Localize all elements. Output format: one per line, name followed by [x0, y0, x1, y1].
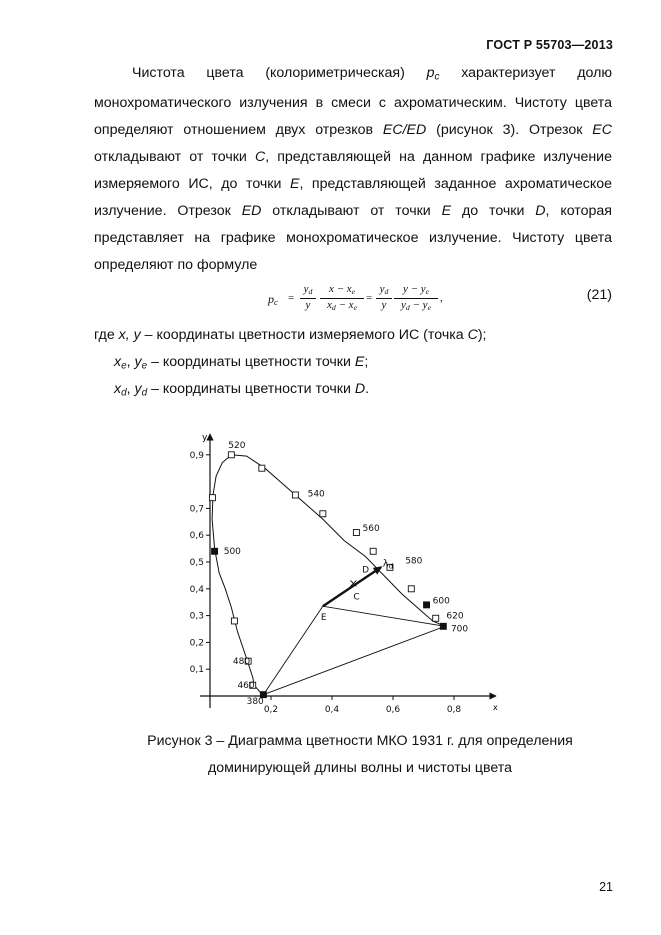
- wavelength-marker: [292, 492, 298, 498]
- y-tick-label: 0,2: [189, 638, 204, 649]
- wavelength-label: 540: [307, 489, 325, 500]
- x-tick-label: 0,4: [324, 705, 340, 715]
- wavelength-label: 560: [362, 524, 380, 535]
- x-tick-label: 0,2: [263, 705, 279, 715]
- wavelength-label: 700: [450, 624, 469, 635]
- wavelength-marker: [209, 495, 215, 501]
- wavelength-label: 620: [446, 611, 464, 622]
- y-axis-label: y: [202, 433, 208, 443]
- wavelength-label: 480: [232, 656, 251, 667]
- dominant-wavelength-arrow: [323, 567, 381, 606]
- y-tick-label: 0,4: [189, 584, 204, 595]
- y-tick-label: 0,5: [189, 558, 204, 568]
- equation-number: (21): [586, 287, 612, 303]
- wavelength-marker: [320, 511, 326, 517]
- purple-line-triangle: [263, 606, 445, 695]
- body-paragraph: Чистота цвета (колориметрическая) $p_c$ характеризует долю монохроматического излучения в смеси с ахроматическим. Чистоту цвета определяют отношением двух отрезков EC/ED (рисунок 3). Отрезок EC откладывают от точки C, представляющей на данном графике излучение измеряемого ИС, до точки E, представляющей заданное ахроматическое излучение. Отрезок ED откладывают от точки E до точки D, которая представляет на графике монохроматическое излучение. Чистоту цвета определяют по формуле: [94, 65, 612, 274]
- y-tick-label: 0,7: [189, 504, 204, 515]
- wavelength-label: 500: [223, 546, 241, 557]
- y-tick-label: 0,1: [189, 665, 204, 676]
- wavelength-marker: [370, 548, 376, 554]
- figure-caption: [60, 728, 660, 782]
- wavelength-marker: [231, 618, 237, 624]
- lambda-d-label: $\lambda_d$: [382, 558, 394, 571]
- point-c-label: C: [353, 592, 360, 603]
- wavelength-label: 580: [405, 556, 423, 567]
- point-d-label: D: [362, 565, 370, 576]
- where-line-2: $x_e$, $y_e$ – координаты цветности точки E;: [114, 354, 369, 372]
- cie-chromaticity-diagram: [180, 428, 510, 724]
- y-tick-label: 0,6: [189, 531, 204, 542]
- wavelength-marker: [424, 602, 430, 608]
- wavelength-marker: [440, 623, 446, 629]
- wavelength-marker: [353, 530, 359, 536]
- document-header: ГОСТ Р 55703—2013: [486, 38, 613, 52]
- page-number: 21: [599, 880, 613, 894]
- wavelength-marker: [228, 452, 234, 458]
- caption-line-2: доминирующей длины волны и чистоты цвета: [208, 760, 512, 776]
- point-e-label: E: [320, 613, 327, 624]
- wavelength-label: 460: [237, 680, 255, 691]
- x-tick-label: 0,8: [446, 705, 462, 715]
- wavelength-label: 600: [432, 596, 450, 607]
- purity-formula: $p_c$ = $\frac{y_d}{y}$ $\frac{x - x_e}{x_d - x_e}$ = $\frac{y_d}{y}$ $\frac{y - y_e}{y_d - y_e}$ ,: [268, 283, 443, 312]
- wavelength-marker: [259, 465, 265, 471]
- wavelength-marker: [433, 615, 439, 621]
- y-tick-label: 0,9: [189, 450, 204, 461]
- wavelength-label: 520: [228, 441, 246, 452]
- wavelength-label: 380: [246, 697, 264, 708]
- x-tick-label: 0,6: [385, 705, 401, 715]
- where-line-1: где x, y – координаты цветности измеряемого ИС (точка C);: [94, 327, 487, 343]
- wavelength-marker: [408, 586, 414, 592]
- caption-line-1: Рисунок 3 – Диаграмма цветности МКО 1931 г. для определения: [147, 733, 573, 749]
- y-tick-label: 0,3: [189, 611, 204, 622]
- x-axis-label: x: [493, 703, 498, 712]
- wavelength-marker: [212, 548, 218, 554]
- where-line-3: $x_d$, $y_d$ – координаты цветности точки D.: [114, 381, 370, 399]
